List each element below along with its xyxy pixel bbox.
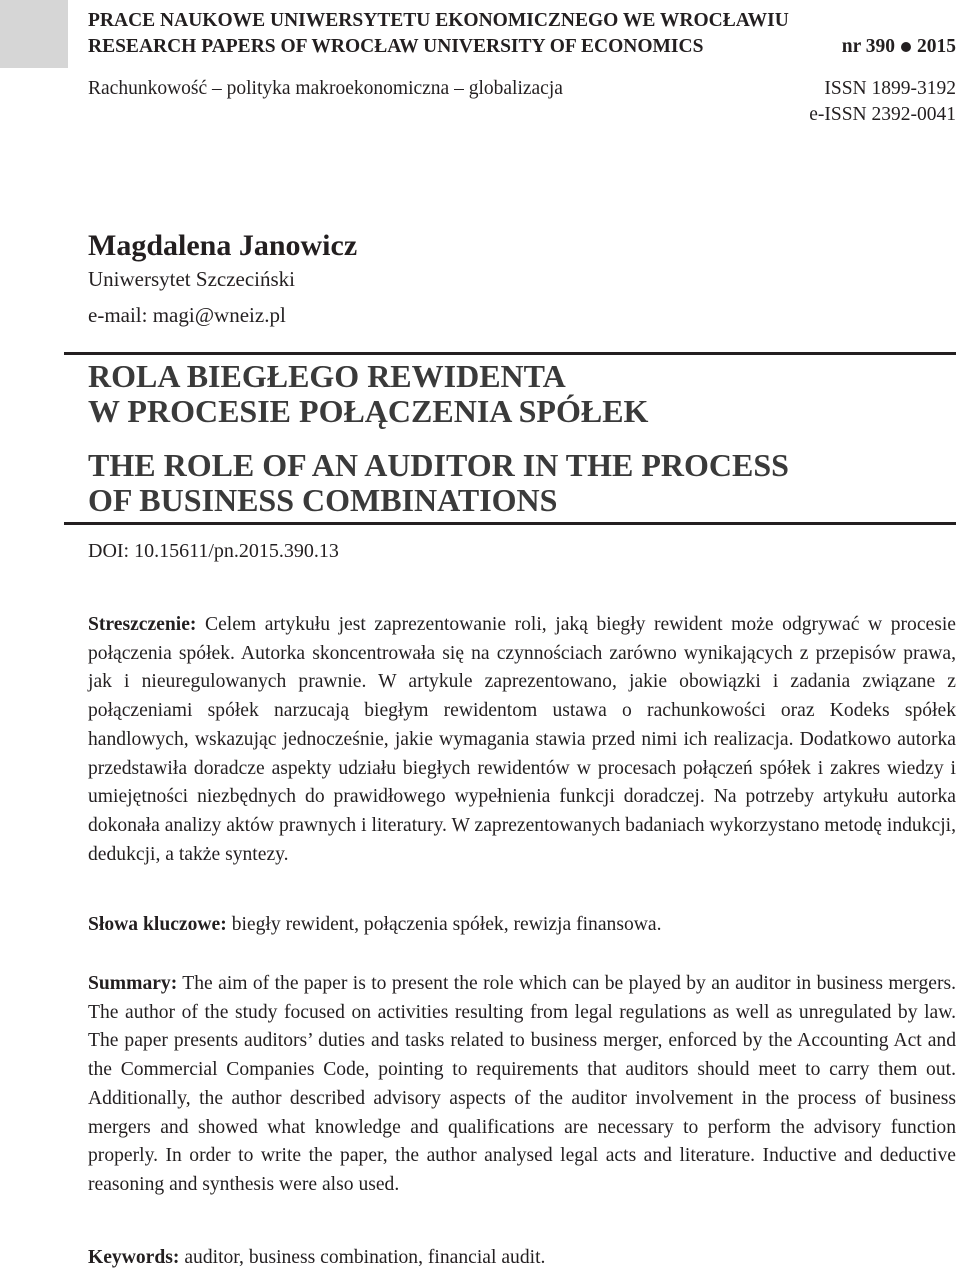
title-en-line1: THE ROLE OF AN AUDITOR IN THE PROCESS [88, 447, 789, 483]
abstract-pl-label: Streszczenie: [88, 614, 197, 635]
issn-block [809, 76, 956, 128]
issue-number: nr 390 [841, 36, 895, 57]
author-name: Magdalena Janowicz [88, 229, 358, 262]
keywords-pl-label: Słowa kluczowe: [88, 914, 227, 935]
abstract-en-label: Summary: [88, 973, 178, 994]
title-pl-line2: W PROCESIE POŁĄCZENIA SPÓŁEK [88, 393, 649, 429]
journal-title-pl: PRACE NAUKOWE UNIWERSYTETU EKONOMICZNEGO WE WROCŁAWIU [88, 10, 789, 31]
keywords-en [88, 1244, 956, 1273]
eissn: e-ISSN 2392-0041 [809, 104, 956, 125]
author-affiliation: Uniwersytet Szczeciński [88, 267, 296, 291]
issn: ISSN 1899-3192 [824, 78, 956, 99]
doi: DOI: 10.15611/pn.2015.390.13 [88, 540, 339, 562]
title-rule-top [64, 352, 956, 355]
series-name: Rachunkowość – polityka makroekonomiczna – globalizacja [88, 78, 563, 99]
title-pl [88, 359, 948, 429]
abstract-pl-text: Celem artykułu jest zaprezentowanie roli, jaką biegły rewident może odgrywać w procesie połączenia spółek. Autorka skoncentrowała się na czynnościach zarówno wynikających z przepisów prawa, jak i nieuregulowanych prawnie. W artykule zaprezentowano, jakie obowiązki i zadania związane z połączeniami spółek narzucają biegłym rewidentom ustawa o rachunkowości oraz Kodeks spółek handlowych, wskazując jednocześnie, jakie wymagania stawia przed nimi ich realizacja. Dodatkowo autorka przedstawiła doradcze aspekty udziału biegłych rewidentów w procesach połączeń spółek i zakres wiedzy i umiejętności niezbędnych do prawidłowego wypełnienia funkcji doradczej. Na potrzeby artykułu autorka dokonała analizy aktów prawnych i literatury. W zaprezentowanych badaniach wykorzystano metodę indukcji, dedukcji, a także syntezy. [88, 614, 956, 865]
title-en-line2: OF BUSINESS COMBINATIONS [88, 482, 558, 518]
abstract-en-text: The aim of the paper is to present the role which can be played by an auditor in business mergers. The author of the study focused on activities resulting from legal regulations as well as unregulated by law. The paper presents auditors’ duties and tasks related to business merger, enforced by the Accounting Act and the Commercial Companies Code, pointing to requirements that auditors should meet to carry them out. Additionally, the author described advisory aspects of the auditor involvement in the process of business mergers and showed what knowledge and qualifications are necessary to perform the advisory function properly. In order to write the paper, the author analysed legal acts and literature. Inductive and deductive reasoning and synthesis were also used. [88, 973, 956, 1195]
keywords-en-label: Keywords: [88, 1247, 180, 1268]
journal-header [88, 8, 956, 60]
author-email: e-mail: magi@wneiz.pl [88, 303, 286, 327]
issue-year: 2015 [917, 36, 956, 57]
abstract-en [88, 970, 956, 1200]
keywords-en-text: auditor, business combination, financial audit. [179, 1247, 546, 1268]
series-line [88, 76, 956, 128]
title-en [88, 448, 948, 518]
issue-info [842, 34, 956, 60]
title-pl-line1: ROLA BIEGŁEGO REWIDENTA [88, 358, 566, 394]
title-rule-bottom [64, 522, 956, 525]
bullet-icon [901, 42, 911, 52]
keywords-pl-text: biegły rewident, połączenia spółek, rewizja finansowa. [226, 914, 662, 935]
journal-title-en: RESEARCH PAPERS OF WROCŁAW UNIVERSITY OF ECONOMICS [88, 36, 704, 57]
header-gray-box [0, 0, 68, 68]
keywords-pl [88, 911, 956, 940]
abstract-pl [88, 611, 956, 869]
